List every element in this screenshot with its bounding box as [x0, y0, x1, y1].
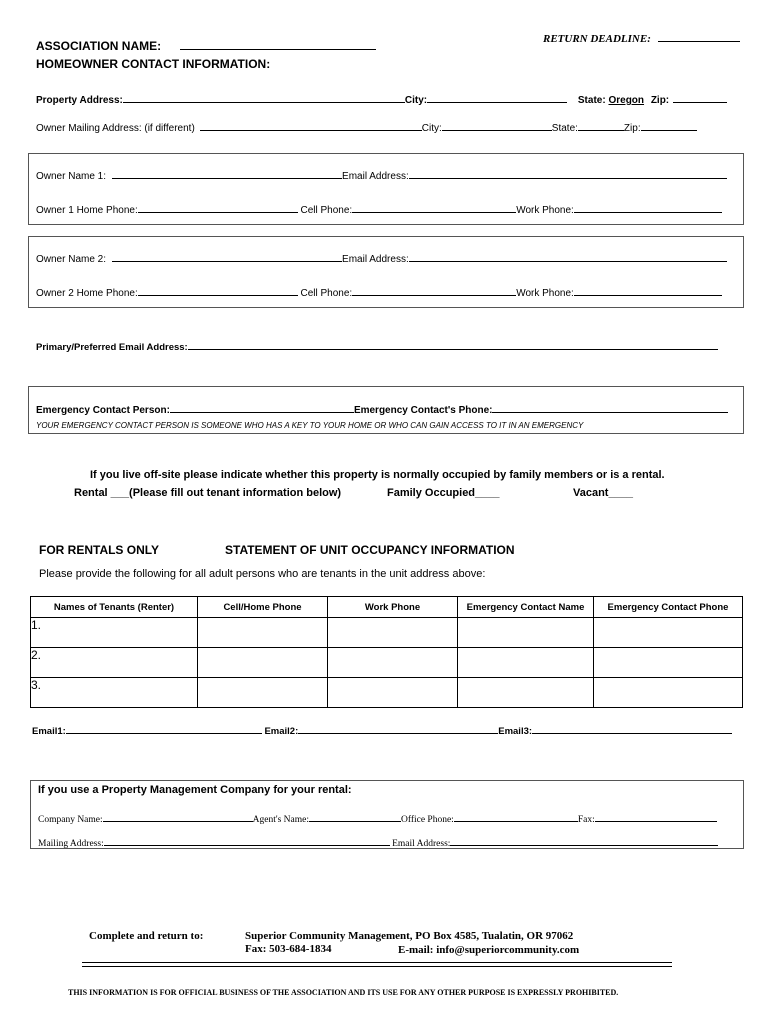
management-title: If you use a Property Management Company for your rental:	[38, 784, 352, 796]
return-deadline	[543, 32, 740, 45]
table-cell[interactable]	[458, 648, 594, 678]
footer-email: E-mail: info@superiorcommunity.com	[398, 944, 580, 956]
rentals-title: FOR RENTALS ONLY	[39, 543, 160, 557]
email1-label: Email1:	[32, 726, 66, 737]
primary-email-row	[36, 340, 718, 353]
fax-field[interactable]	[595, 812, 717, 822]
state-label: State:	[577, 95, 606, 106]
table-cell[interactable]	[328, 678, 458, 708]
table-row	[31, 648, 743, 678]
owner1-work-label: Work Phone:	[516, 205, 574, 216]
city-label: City:	[404, 95, 428, 106]
company-name-label: Company Name:	[38, 815, 103, 825]
tenants-header-row	[31, 597, 743, 618]
owner1-cell-field[interactable]	[352, 203, 516, 213]
email3-field[interactable]	[532, 724, 732, 734]
table-cell[interactable]	[198, 618, 328, 648]
table-cell[interactable]	[594, 648, 743, 678]
owner2-home-phone-field[interactable]	[138, 286, 298, 296]
section-title: HOMEOWNER CONTACT INFORMATION:	[36, 57, 271, 71]
table-cell[interactable]	[458, 678, 594, 708]
owner2-phone-row	[36, 286, 722, 299]
primary-email-field[interactable]	[188, 340, 718, 350]
emergency-row	[36, 403, 728, 416]
column-header: Names of Tenants (Renter)	[31, 597, 198, 618]
column-header: Emergency Contact Phone	[594, 597, 743, 618]
owner2-email-label: Email Address:	[342, 254, 409, 265]
mailing-address-field[interactable]	[200, 121, 422, 131]
return-deadline-field[interactable]	[658, 32, 740, 42]
office-phone-field[interactable]	[454, 812, 578, 822]
mailing-city-field[interactable]	[442, 121, 552, 131]
owner2-work-field[interactable]	[574, 286, 722, 296]
owner1-home-phone-label: Owner 1 Home Phone:	[36, 205, 138, 216]
table-cell[interactable]	[594, 618, 743, 648]
row-number[interactable]: 3.	[31, 678, 198, 708]
office-phone-label: Office Phone:	[400, 815, 454, 825]
email3-label: Email3:	[498, 726, 533, 737]
row-number[interactable]: 2.	[31, 648, 198, 678]
company-name-field[interactable]	[103, 812, 253, 822]
company-line: Superior Community Management, PO Box 4585, Tualatin, OR 97062	[245, 930, 574, 942]
owner1-name-field[interactable]	[112, 169, 342, 179]
mailing-state-field[interactable]	[578, 121, 624, 131]
return-deadline-label: RETURN DEADLINE:	[543, 33, 651, 45]
table-cell[interactable]	[594, 678, 743, 708]
table-cell[interactable]	[328, 618, 458, 648]
email2-field[interactable]	[298, 724, 498, 734]
owner1-email-field[interactable]	[409, 169, 727, 179]
emergency-person-label: Emergency Contact Person:	[36, 405, 170, 416]
mailing-zip-field[interactable]	[641, 121, 697, 131]
mailing-zip-label: Zip:	[623, 123, 641, 134]
emergency-phone-label: Emergency Contact's Phone:	[353, 405, 493, 416]
table-row	[31, 618, 743, 648]
owner1-name-row	[36, 169, 727, 182]
emergency-person-field[interactable]	[170, 403, 354, 413]
table-cell[interactable]	[458, 618, 594, 648]
table-cell[interactable]	[198, 678, 328, 708]
owner1-home-phone-field[interactable]	[138, 203, 298, 213]
owner2-name-field[interactable]	[112, 252, 342, 262]
owner2-name-label: Owner Name 2:	[36, 254, 107, 265]
management-row-1	[38, 812, 717, 825]
table-row	[31, 678, 743, 708]
property-address-field[interactable]	[123, 93, 405, 103]
column-header: Work Phone	[328, 597, 458, 618]
owner2-email-field[interactable]	[409, 252, 727, 262]
table-cell[interactable]	[198, 648, 328, 678]
occupancy-vacant[interactable]: Vacant____	[573, 487, 633, 499]
footer-divider-bottom	[82, 966, 672, 967]
management-mailing-field[interactable]	[104, 836, 390, 846]
management-row-2	[38, 836, 718, 849]
management-email-field[interactable]	[450, 836, 718, 846]
state-value: Oregon	[608, 95, 645, 106]
owner1-phone-row	[36, 203, 722, 216]
agent-name-label: Agent's Name:	[252, 815, 309, 825]
owner2-work-label: Work Phone:	[516, 288, 574, 299]
zip-field[interactable]	[673, 93, 727, 103]
fax-label: Fax:	[577, 815, 595, 825]
primary-email-label: Primary/Preferred Email Address:	[36, 342, 188, 353]
agent-name-field[interactable]	[309, 812, 401, 822]
mailing-address-row	[36, 121, 697, 134]
owner2-cell-label: Cell Phone:	[300, 288, 353, 299]
email1-field[interactable]	[66, 724, 262, 734]
emergency-note: YOUR EMERGENCY CONTACT PERSON IS SOMEONE WHO HAS A KEY TO YOUR HOME OR WHO CAN GAIN ACCESS TO IT IN AN EMERGENCY	[36, 421, 584, 430]
mailing-address-label: Mailing Address:	[38, 839, 104, 849]
occupancy-question: If you live off-site please indicate whether this property is normally occupied by family members or is a rental.	[90, 469, 665, 481]
complete-label: Complete and return to:	[89, 930, 204, 942]
tenant-emails-row	[32, 724, 732, 737]
management-email-label: Email Address:	[392, 839, 451, 849]
mailing-state-label: State:	[551, 123, 578, 134]
owner1-cell-label: Cell Phone:	[300, 205, 353, 216]
occupancy-family[interactable]: Family Occupied____	[387, 487, 500, 499]
tenants-table	[30, 596, 743, 708]
mailing-city-label: City:	[421, 123, 442, 134]
owner1-email-label: Email Address:	[342, 171, 409, 182]
footer-divider-top	[82, 962, 672, 963]
occupancy-rental[interactable]: Rental ___(Please fill out tenant information below)	[74, 487, 342, 499]
disclaimer: THIS INFORMATION IS FOR OFFICIAL BUSINESS OF THE ASSOCIATION AND ITS USE FOR ANY OTHER PURPOSE IS EXPRESSLY PROHIBITED.	[68, 988, 619, 997]
email2-label: Email2:	[264, 726, 299, 737]
emergency-phone-field[interactable]	[492, 403, 728, 413]
mailing-address-label: Owner Mailing Address: (if different)	[36, 123, 195, 134]
property-address-label: Property Address:	[36, 95, 123, 106]
city-field[interactable]	[427, 93, 567, 103]
owner1-work-field[interactable]	[574, 203, 722, 213]
table-cell[interactable]	[328, 648, 458, 678]
rentals-instruction: Please provide the following for all adult persons who are tenants in the unit address above:	[39, 568, 486, 580]
owner2-home-phone-label: Owner 2 Home Phone:	[36, 288, 138, 299]
association-name-field[interactable]	[180, 40, 376, 50]
footer-fax: Fax: 503-684-1834	[245, 943, 332, 955]
owner1-name-label: Owner Name 1:	[36, 171, 107, 182]
zip-label: Zip:	[650, 95, 670, 106]
column-header: Cell/Home Phone	[198, 597, 328, 618]
owner2-name-row	[36, 252, 727, 265]
property-address-row	[36, 93, 727, 106]
association-name	[36, 39, 376, 53]
occupancy-statement-title: STATEMENT OF UNIT OCCUPANCY INFORMATION	[225, 543, 515, 557]
owner2-cell-field[interactable]	[352, 286, 516, 296]
association-name-label: ASSOCIATION NAME:	[36, 39, 162, 53]
column-header: Emergency Contact Name	[458, 597, 594, 618]
row-number[interactable]: 1.	[31, 618, 198, 648]
